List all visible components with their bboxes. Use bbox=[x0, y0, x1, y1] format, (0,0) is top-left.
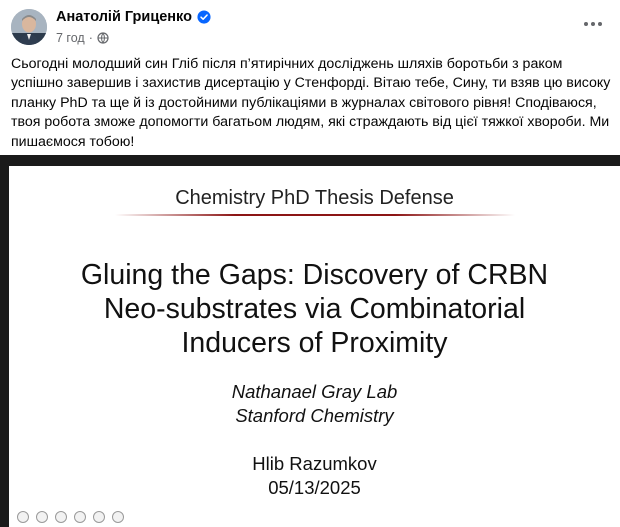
slide-presenter bbox=[9, 452, 620, 500]
toolbar-button[interactable] bbox=[17, 511, 29, 523]
toolbar-button[interactable] bbox=[112, 511, 124, 523]
verified-badge-icon bbox=[197, 10, 211, 24]
slide-title-line: Inducers of Proximity bbox=[181, 327, 448, 359]
toolbar-button[interactable] bbox=[36, 511, 48, 523]
toolbar-button[interactable] bbox=[93, 511, 105, 523]
dot bbox=[591, 22, 595, 26]
author-name[interactable]: Анатолій Гриценко bbox=[56, 9, 192, 25]
lab-name: Nathanael Gray Lab bbox=[231, 381, 398, 402]
slide-header: Chemistry PhD Thesis Defense bbox=[175, 187, 454, 209]
author-name-row bbox=[56, 9, 211, 25]
post-image[interactable] bbox=[0, 155, 620, 527]
presenter-name: Hlib Razumkov bbox=[252, 453, 377, 474]
slide-title-line: Gluing the Gaps: Discovery of CRBN bbox=[80, 259, 549, 291]
slide-divider bbox=[115, 214, 515, 216]
toolbar-button[interactable] bbox=[55, 511, 67, 523]
meta-separator: · bbox=[88, 31, 93, 45]
more-options-icon[interactable] bbox=[580, 14, 606, 34]
globe-icon[interactable] bbox=[97, 32, 109, 44]
post-header bbox=[0, 0, 620, 52]
presentation-slide bbox=[9, 166, 620, 527]
slide-lab bbox=[9, 380, 620, 428]
slide-title bbox=[9, 258, 620, 360]
dot bbox=[584, 22, 588, 26]
slide-toolbar bbox=[17, 511, 124, 523]
post-text: Сьогодні молодший син Гліб після п’ятирічних досліджень шляхів боротьби з раком успішно завершив і захистив дисертацію у Стенфорді. Вітаю тебе, Сину, ти взяв цю високу планку PhD та ще й із достойними публікаціями в журналах світового рівня! Сподіваюся, твоя робота зможе допомогти багатьом людям, які страждають від цієї тяжкої хвороби. Ми пишаємося тобою! bbox=[11, 56, 611, 150]
dot bbox=[598, 22, 602, 26]
avatar[interactable] bbox=[11, 9, 47, 45]
post-meta bbox=[56, 31, 109, 45]
post-time[interactable]: 7 год bbox=[56, 31, 85, 45]
profile-photo bbox=[11, 9, 47, 45]
toolbar-button[interactable] bbox=[74, 511, 86, 523]
department-name: Stanford Chemistry bbox=[235, 405, 394, 426]
presentation-date: 05/13/2025 bbox=[268, 477, 361, 498]
slide-title-line: Neo-substrates via Combinatorial bbox=[103, 293, 526, 325]
